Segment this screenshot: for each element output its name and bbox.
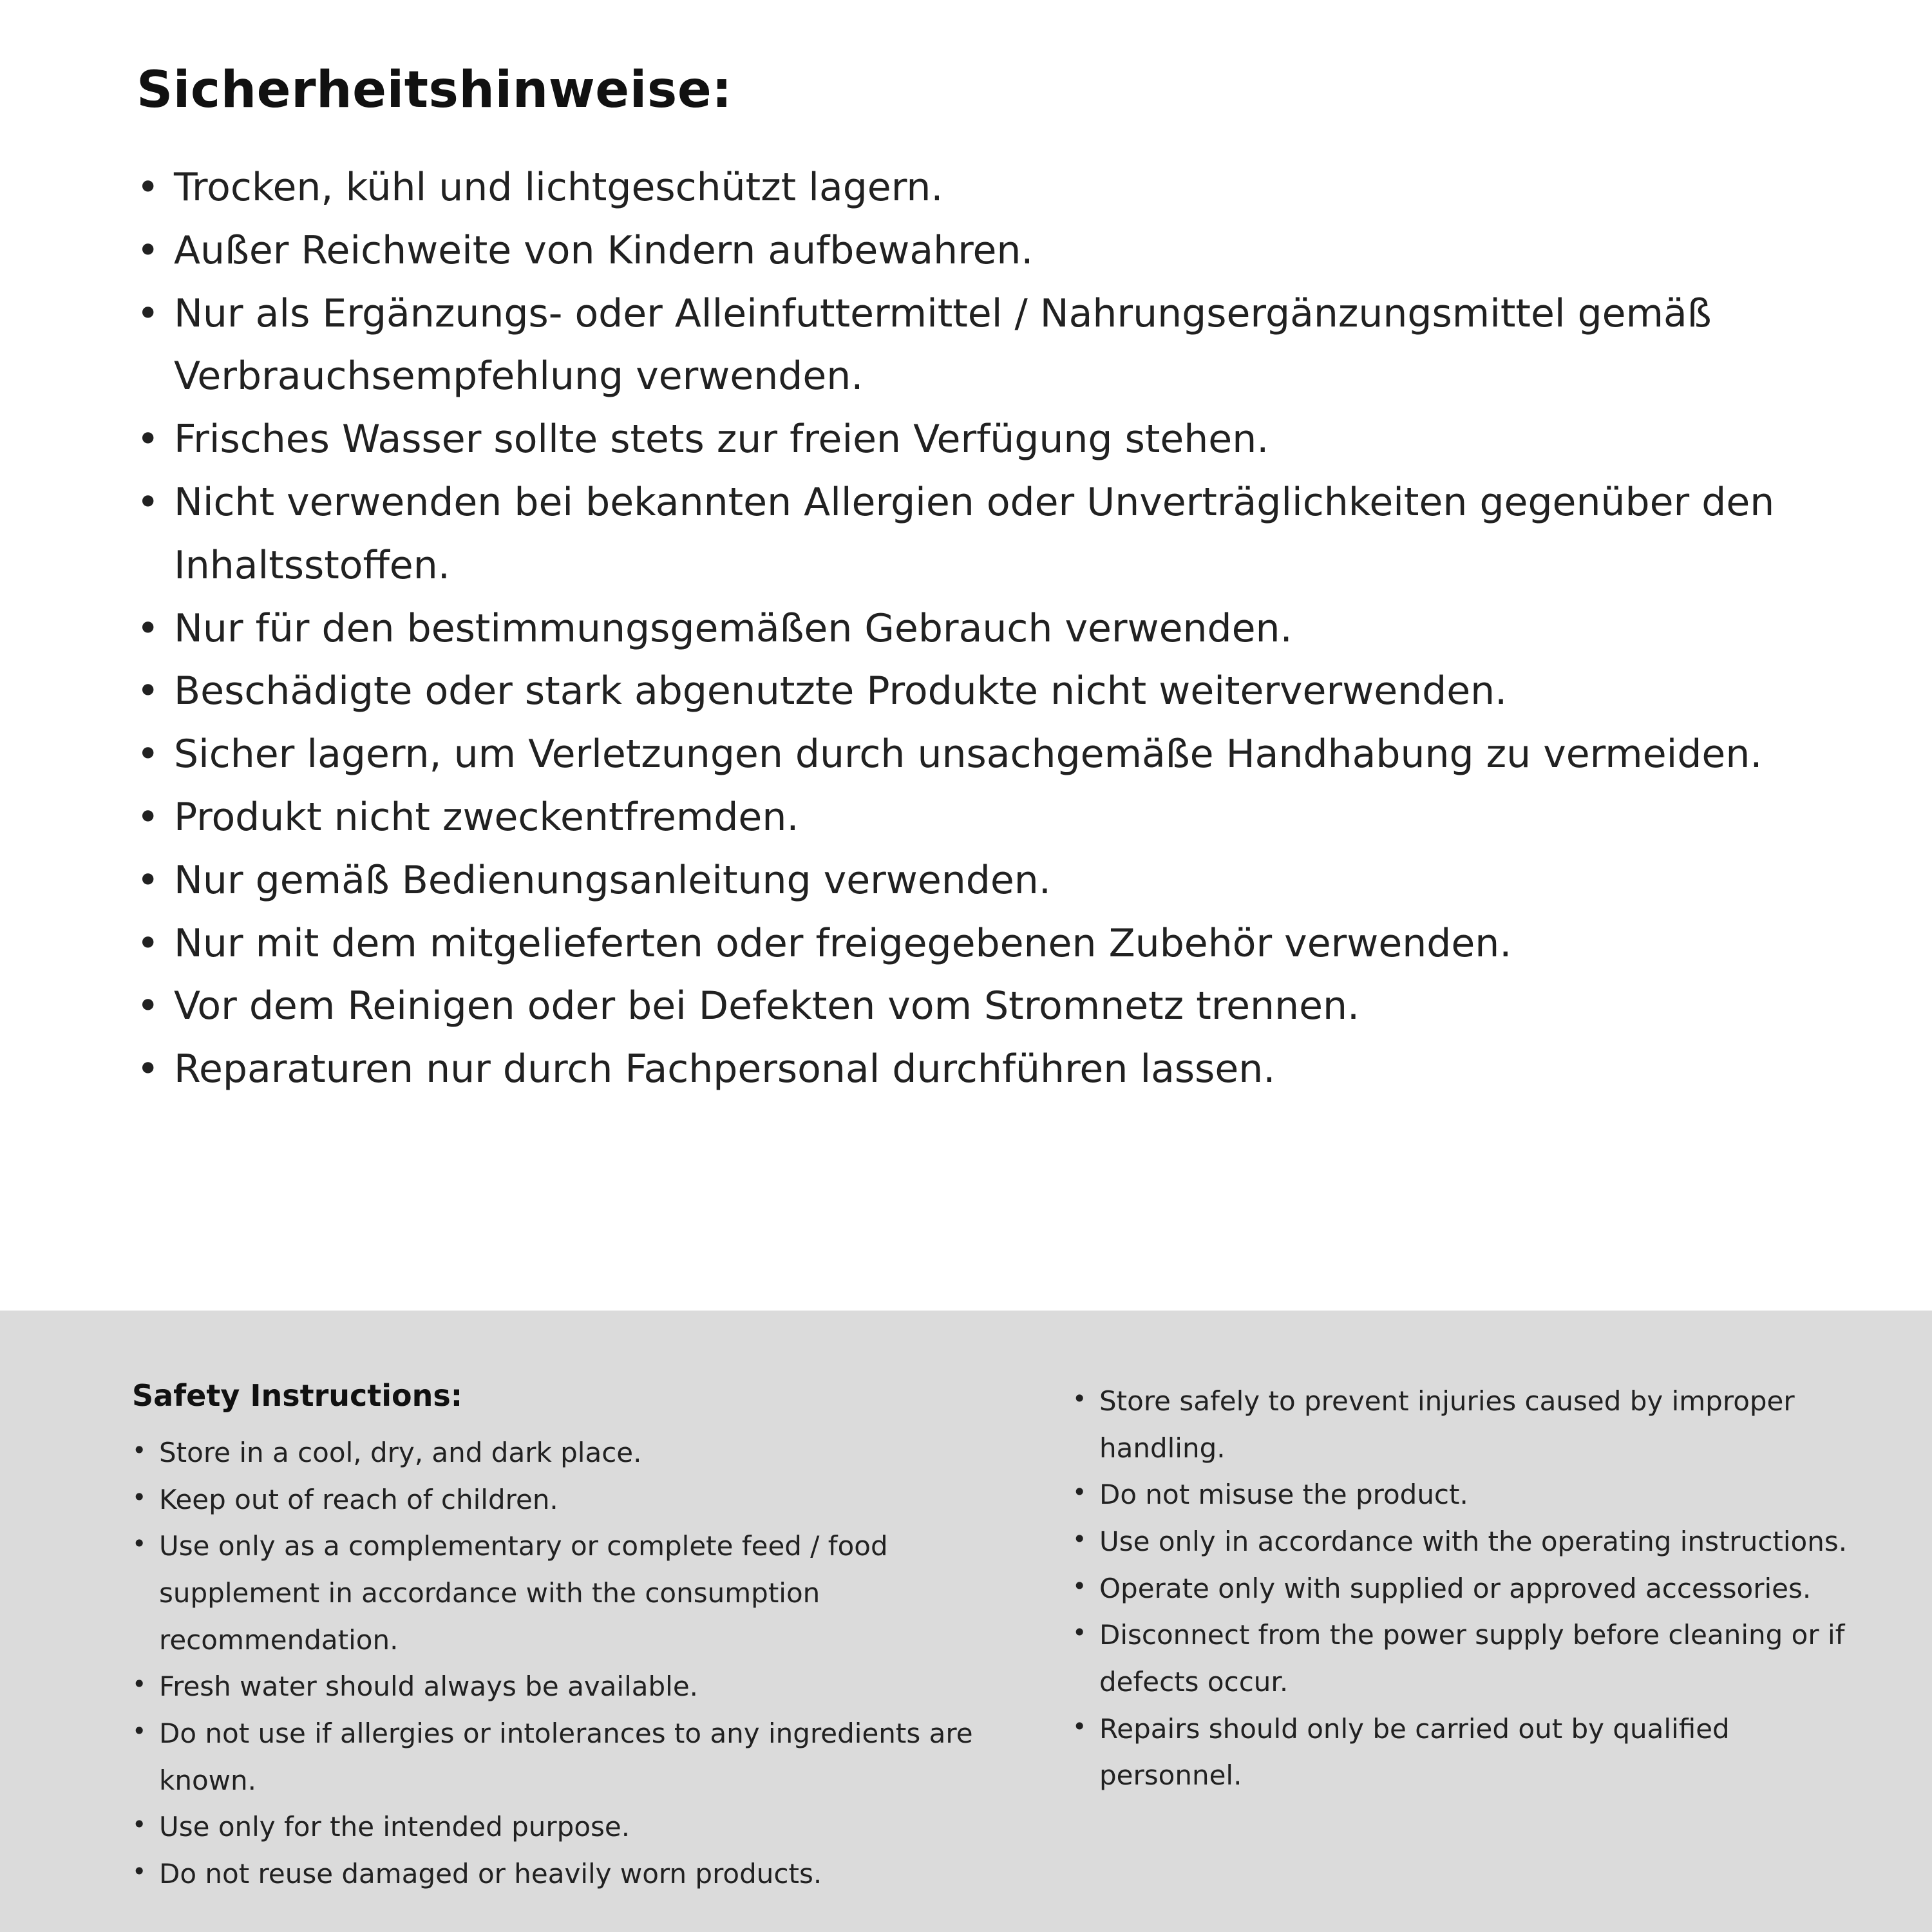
list-item: • Operate only with supplied or approved accessories. (1072, 1566, 1864, 1613)
list-item: • Do not use if allergies or intolerances to any ingredients are known. (132, 1710, 989, 1804)
list-item: • Use only as a complementary or complete feed / food supplement in accordance with the consumption recommendation. (132, 1523, 989, 1663)
list-item: • Store in a cool, dry, and dark place. (132, 1430, 989, 1477)
german-section-title: Sicherheitshinweise: (137, 61, 732, 119)
list-item: • Disconnect from the power supply before cleaning or if defects occur. (1072, 1612, 1864, 1705)
list-item: • Trocken, kühl und lichtgeschützt lagern. (137, 156, 1785, 220)
list-item: • Frisches Wasser sollte stets zur freien Verfügung stehen. (137, 408, 1785, 471)
list-item: • Do not misuse the product. (1072, 1472, 1864, 1519)
list-item: • Nur mit dem mitgelieferten oder freigegebenen Zubehör verwenden. (137, 913, 1785, 976)
list-item: • Vor dem Reinigen oder bei Defekten vom Stromnetz trennen. (137, 975, 1785, 1038)
list-item: • Nur als Ergänzungs- oder Alleinfuttermittel / Nahrungsergänzungsmittel gemäß Verbrauchsempfehlung verwenden. (137, 283, 1785, 409)
english-right-column (1072, 1378, 1864, 1893)
list-item: • Produkt nicht zweckentfremden. (137, 786, 1785, 849)
list-item: • Store safely to prevent injuries caused by improper handling. (1072, 1378, 1864, 1472)
list-item: • Do not reuse damaged or heavily worn products. (132, 1851, 989, 1898)
list-item: • Use only for the intended purpose. (132, 1804, 989, 1851)
english-safety-list-left (132, 1430, 989, 1898)
list-item: • Fresh water should always be available. (132, 1663, 989, 1710)
list-item: • Nur gemäß Bedienungsanleitung verwenden. (137, 849, 1785, 913)
list-item: • Außer Reichweite von Kindern aufbewahren. (137, 220, 1785, 283)
english-safety-list-right (1072, 1378, 1864, 1799)
list-item: • Keep out of reach of children. (132, 1477, 989, 1524)
english-section-title: Safety Instructions: (132, 1378, 463, 1413)
list-item: • Sicher lagern, um Verletzungen durch unsachgemäße Handhabung zu vermeiden. (137, 723, 1785, 786)
list-item: • Reparaturen nur durch Fachpersonal durchführen lassen. (137, 1038, 1785, 1101)
list-item: • Use only in accordance with the operating instructions. (1072, 1519, 1864, 1566)
german-safety-list (137, 156, 1785, 1101)
list-item: • Nicht verwenden bei bekannten Allergien oder Unverträglichkeiten gegenüber den Inhaltsstoffen. (137, 471, 1785, 598)
list-item: • Repairs should only be carried out by qualified personnel. (1072, 1706, 1864, 1799)
english-safety-section (0, 1311, 1932, 1932)
list-item: • Beschädigte oder stark abgenutzte Produkte nicht weiterverwenden. (137, 660, 1785, 723)
list-item: • Nur für den bestimmungsgemäßen Gebrauch verwenden. (137, 598, 1785, 661)
english-left-column (132, 1378, 989, 1893)
